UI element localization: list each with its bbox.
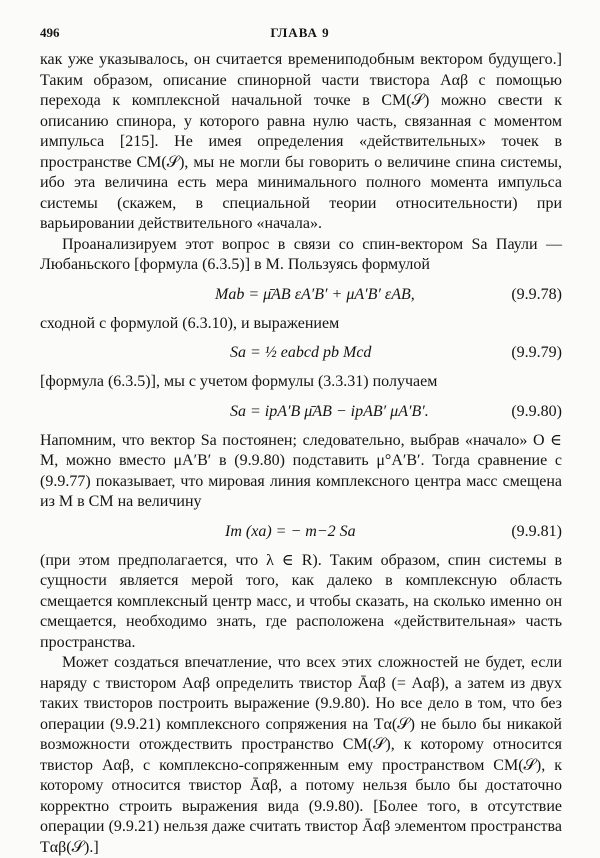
page-body [40, 50, 562, 858]
paragraph-1: как уже указывалось, он считается времениподобным вектором будущего.] Таким образом, описание спинорной части твистора Aαβ с помощью перехода к комплексной начальной точке в CM(𝒮) можно свести к описанию спинора, у которого равна нулю часть, связанная с моментом импульса [215]. Не имея определения «действительных» точек в пространстве CM(𝒮), мы не могли бы говорить о величине спина системы, ибо эта величина есть мера минимального полного момента импульса системы (скажем, в специальной теории относительности) при варьировании действительного «начала». [40, 51, 562, 232]
equation-9-9-79 [40, 338, 562, 368]
equation-number: (9.9.78) [511, 285, 562, 303]
paragraph-7: Может создаться впечатление, что всех этих сложностей не будет, если наряду с твистором Aαβ определить твистор Āαβ (= Aαβ), а затем из двух таких твисторов построить выражение (9.9.80). Но все дело в том, что без операции (9.9.21) комплексного сопряжения на Tα(𝒮) не было бы никакой возможности отождествить пространство CM(𝒮), к которому относится твистор Aαβ, с комплексно-сопряженным ему пространством CM(𝒮), к которому относится твистор Āαβ, а потому нельзя было бы достаточно корректно строить выражения вида (9.9.80). [Более того, в отсутствие операции (9.9.21) нельзя даже считать твистор Āαβ элементом пространства Tαβ(𝒮).] [40, 654, 562, 856]
paragraph-6: (при этом предполагается, что λ ∈ R). Таким образом, спин системы в сущности является мерой того, как далеко в комплексную область смещается комплексный центр масс, и чтобы сказать, на сколько именно он смещается, необходимо знать, где расположена «действительная» часть пространства. [40, 551, 562, 651]
equation-9-9-81 [40, 517, 562, 547]
equation-formula: Im (xa) = − m−2 Sa [225, 522, 356, 540]
equation-formula: Mab = μ̄AB εA′B′ + μA′B′ εAB, [215, 285, 415, 303]
equation-9-9-78 [40, 280, 562, 310]
paragraph-2: Проанализируем этот вопрос в связи со спин-вектором Sa Паули — Любаньского [формула (6.3.5)] в M. Пользуясь формулой [40, 235, 562, 273]
paragraph-5: Напомним, что вектор Sa постоянен; следовательно, выбрав «начало» O ∈ M, можно вместо μA′B′ в (9.9.80) подставить μ°A′B′. Тогда сравнение с (9.9.77) показывает, что мировая линия комплексного центра масс смещена из M в CM на величину [40, 431, 562, 510]
equation-number: (9.9.79) [511, 344, 562, 361]
paragraph-4: [формула (6.3.5)], мы с учетом формулы (3.3.31) получаем [40, 373, 438, 390]
equation-number: (9.9.81) [511, 522, 562, 540]
equation-formula: Sa = ½ eabcd pb Mcd [230, 344, 372, 361]
page-header [40, 25, 560, 43]
paragraph-3: сходной с формулой (6.3.10), и выражением [40, 314, 340, 332]
equation-number: (9.9.80) [511, 402, 562, 420]
equation-9-9-80 [40, 397, 562, 427]
running-head: ГЛАВА 9 [270, 25, 330, 40]
equation-formula: Sa = ipA′B μ̄AB − ipAB′ μA′B′. [230, 402, 429, 420]
page-number: 496 [40, 25, 60, 40]
